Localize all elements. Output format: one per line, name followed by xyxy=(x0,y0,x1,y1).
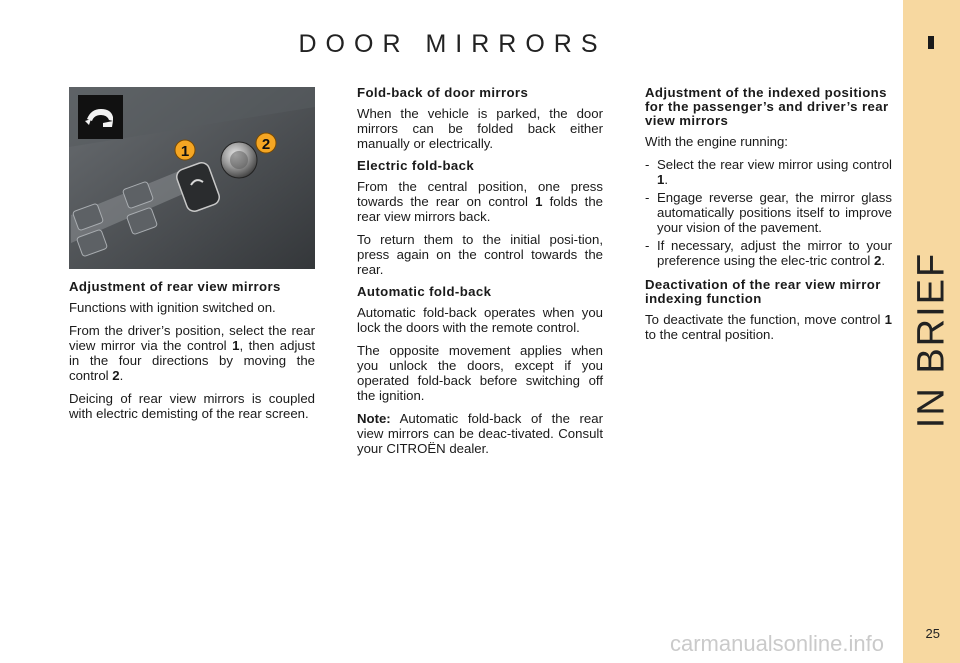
paragraph: To deactivate the function, move control 1 to the central position. xyxy=(645,312,892,342)
heading-electric-fold-back: Electric fold-back xyxy=(357,158,475,173)
watermark: carmanualsonline.info xyxy=(669,631,884,656)
section-side-tab xyxy=(903,0,960,663)
heading-automatic-fold-back: Automatic fold-back xyxy=(357,284,492,299)
column-fold-back xyxy=(357,86,603,464)
paragraph: The opposite movement applies when you unlock the doors, except if you operated fold-back before switching off the ignition. xyxy=(357,343,603,403)
list-item: - If necessary, adjust the mirror to your preference using the elec-tric control 2. xyxy=(645,238,892,268)
section-marker xyxy=(928,36,934,49)
heading-adjustment-rear-view: Adjustment of rear view mirrors xyxy=(69,279,281,294)
paragraph: With the engine running: xyxy=(645,134,788,149)
paragraph: Automatic fold-back operates when you lock the doors with the remote control. xyxy=(357,305,603,335)
callout-2-label: 2 xyxy=(261,136,271,153)
callout-2 xyxy=(256,133,276,153)
callout-1 xyxy=(175,140,195,160)
paragraph: From the central position, one press towards the rear on control 1 folds the rear view mirrors back. xyxy=(357,179,603,224)
heading-fold-back: Fold-back of door mirrors xyxy=(357,85,529,100)
paragraph: When the vehicle is parked, the door mirrors can be folded back either manually or electrically. xyxy=(357,106,603,151)
paragraph: Functions with ignition switched on. xyxy=(69,300,276,315)
door-switch-illustration xyxy=(69,87,315,269)
column-indexed-positions xyxy=(645,86,892,350)
heading-deactivation: Deactivation of the rear view mirror indexing function xyxy=(645,277,881,306)
page-title: DOOR MIRRORS xyxy=(298,30,607,58)
list-item: - Engage reverse gear, the mirror glass automatically positions itself to improve your vision of the pavement. xyxy=(645,190,892,235)
step-list xyxy=(645,157,892,268)
heading-indexed-positions: Adjustment of the indexed positions for the passenger’s and driver’s rear view mirrors xyxy=(645,85,889,128)
mirror-fold-icon xyxy=(78,95,123,139)
list-item: - Select the rear view mirror using control 1. xyxy=(645,157,892,187)
callout-1-label: 1 xyxy=(180,143,190,160)
paragraph: To return them to the initial posi-tion, press again on the control towards the rear. xyxy=(357,232,603,277)
section-tab-label: IN BRIEF xyxy=(910,251,952,429)
door-switch-photo xyxy=(69,87,315,269)
page-number: 25 xyxy=(925,626,940,641)
note: Note: Automatic fold-back of the rear view mirrors can be deac-tivated. Consult your CITROËN dealer. xyxy=(357,411,603,456)
column-rear-view-adjustment xyxy=(69,280,315,429)
mirror-adjust-knob xyxy=(221,142,257,178)
paragraph: From the driver’s position, select the rear view mirror via the control 1, then adjust in the four directions by moving the control 2. xyxy=(69,323,315,383)
paragraph: Deicing of rear view mirrors is coupled with electric demisting of the rear screen. xyxy=(69,391,315,421)
